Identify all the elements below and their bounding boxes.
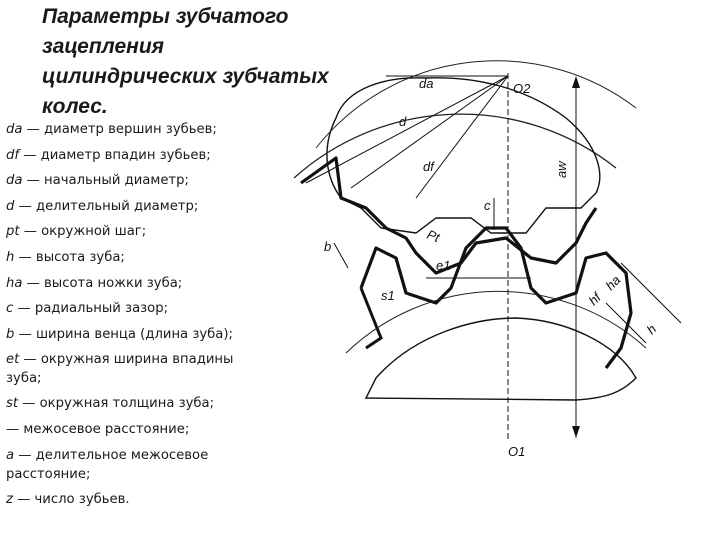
label-c: c [484, 198, 491, 213]
lower-gear-left-flank [361, 288, 381, 348]
lower-gear-body [366, 318, 636, 400]
label-o2: O2 [513, 81, 531, 96]
definition-item: h — высота зуба; [6, 249, 125, 265]
definition-item: a — делительное межосевое расстояние; [6, 447, 209, 482]
label-o1: O1 [508, 444, 526, 459]
b-dimension-line [334, 243, 348, 268]
definition-item: c — радиальный зазор; [6, 301, 169, 317]
gear-mesh-diagram [276, 48, 716, 528]
aw-arrow-bottom [572, 426, 580, 438]
df-ray [416, 76, 508, 198]
label-d: d [399, 114, 407, 129]
label-ha: ha [602, 272, 624, 294]
upper-gear-teeth [301, 158, 596, 273]
da-ray [306, 76, 508, 183]
definition-item: et — окружная ширина впадины зуба; [6, 352, 234, 387]
definition-item: z — число зубьев. [6, 491, 130, 507]
label-hf: hf [585, 289, 604, 309]
definition-item: ha — высота ножки зуба; [6, 275, 183, 291]
definitions-list [6, 117, 271, 512]
label-aw: aw [554, 161, 569, 178]
title-line-2: зацепления [42, 35, 165, 58]
upper-gear-pitch-arc [316, 61, 636, 148]
label-da: da [419, 76, 434, 91]
definition-item: st — окружная толщина зуба; [6, 396, 215, 412]
label-b: b [324, 239, 332, 254]
definition-item: df — диаметр впадин зубьев; [6, 147, 211, 163]
title-line-1: Параметры зубчатого [42, 5, 289, 28]
title-line-3: цилиндрических зубчатых [42, 65, 329, 88]
label-df: df [423, 159, 434, 174]
definition-item: pt — окружной шаг; [6, 224, 147, 240]
label-s1: s1 [381, 288, 395, 303]
title-line-4: колес. [42, 95, 108, 118]
aw-arrow-top [572, 76, 580, 88]
definition-item: b — ширина венца (длина зуба); [6, 326, 233, 342]
definition-item: — межосевое расстояние; [6, 421, 190, 437]
definition-item: d — делительный диаметр; [6, 198, 199, 214]
definition-item: da — диаметр вершин зубьев; [6, 122, 217, 137]
label-e1: e1 [436, 258, 451, 273]
label-pt: Pt [424, 226, 442, 246]
label-h: h [643, 321, 660, 338]
definition-item: da — начальный диаметр; [6, 173, 189, 189]
